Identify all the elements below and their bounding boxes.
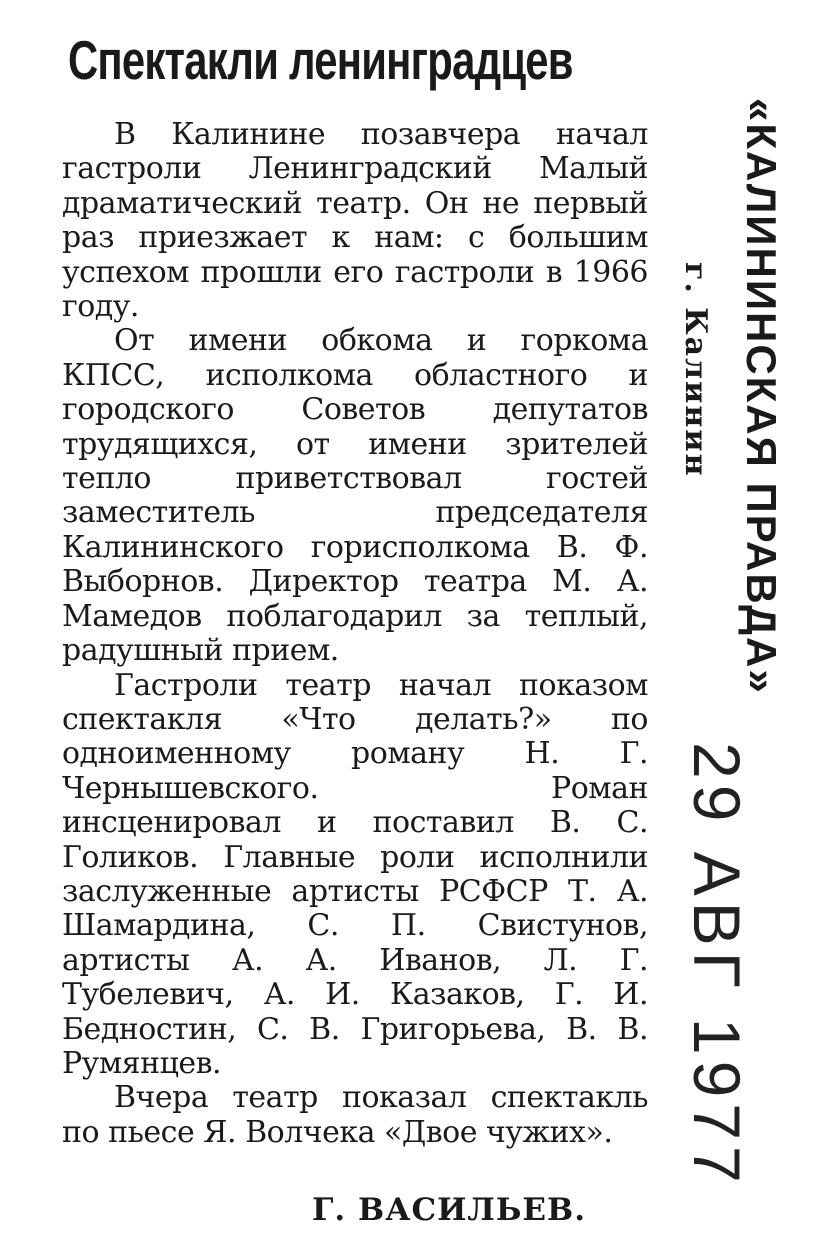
source-city-stamp: г. Калинин <box>678 262 713 478</box>
source-newspaper-stamp: «КАЛИНИНСКАЯ ПРАВДА» <box>738 98 785 695</box>
article-body <box>62 118 648 1150</box>
article-signature: Г. ВАСИЛЬЕВ. <box>312 1192 587 1228</box>
article-paragraph: От имени обкома и горкома КПСС, исполкома областного и городского Советов депутатов трудящихся, от имени зрителей тепло приветствовал гостей заместитель председателя Калининского горисполкома В. Ф. Выборнов. Директор театра М. А. Мамедов поблагодарил за теплый, радушный прием. <box>62 323 648 669</box>
article-headline: Спектакли ленинградцев <box>68 29 573 91</box>
article-paragraph: Гастроли театр начал показом спектакля «Что делать?» по одноименному роману Н. Г. Чернышевского. Роман инсценировал и поставил В. С. Голиков. Главные роли исполнили заслуженные артисты РСФСР Т. А. Шамардина, С. П. Свистунов, артисты А. А. Иванов, Л. Г. Тубелевич, А. И. Казаков, Г. И. Бедностин, С. В. Григорьева, В. В. Румянцев. <box>62 667 648 1081</box>
article-paragraph: Вчера театр показал спектакль по пьесе Я. Волчека «Двое чужих». <box>62 1080 648 1150</box>
article-paragraph: В Калинине позавчера начал гастроли Ленинградский Малый драматический театр. Он не первый раз приезжает к нам: с большим успехом прошли его гастроли в 1966 году. <box>62 117 648 325</box>
date-stamp: 29 АВГ 1977 <box>680 742 754 1189</box>
